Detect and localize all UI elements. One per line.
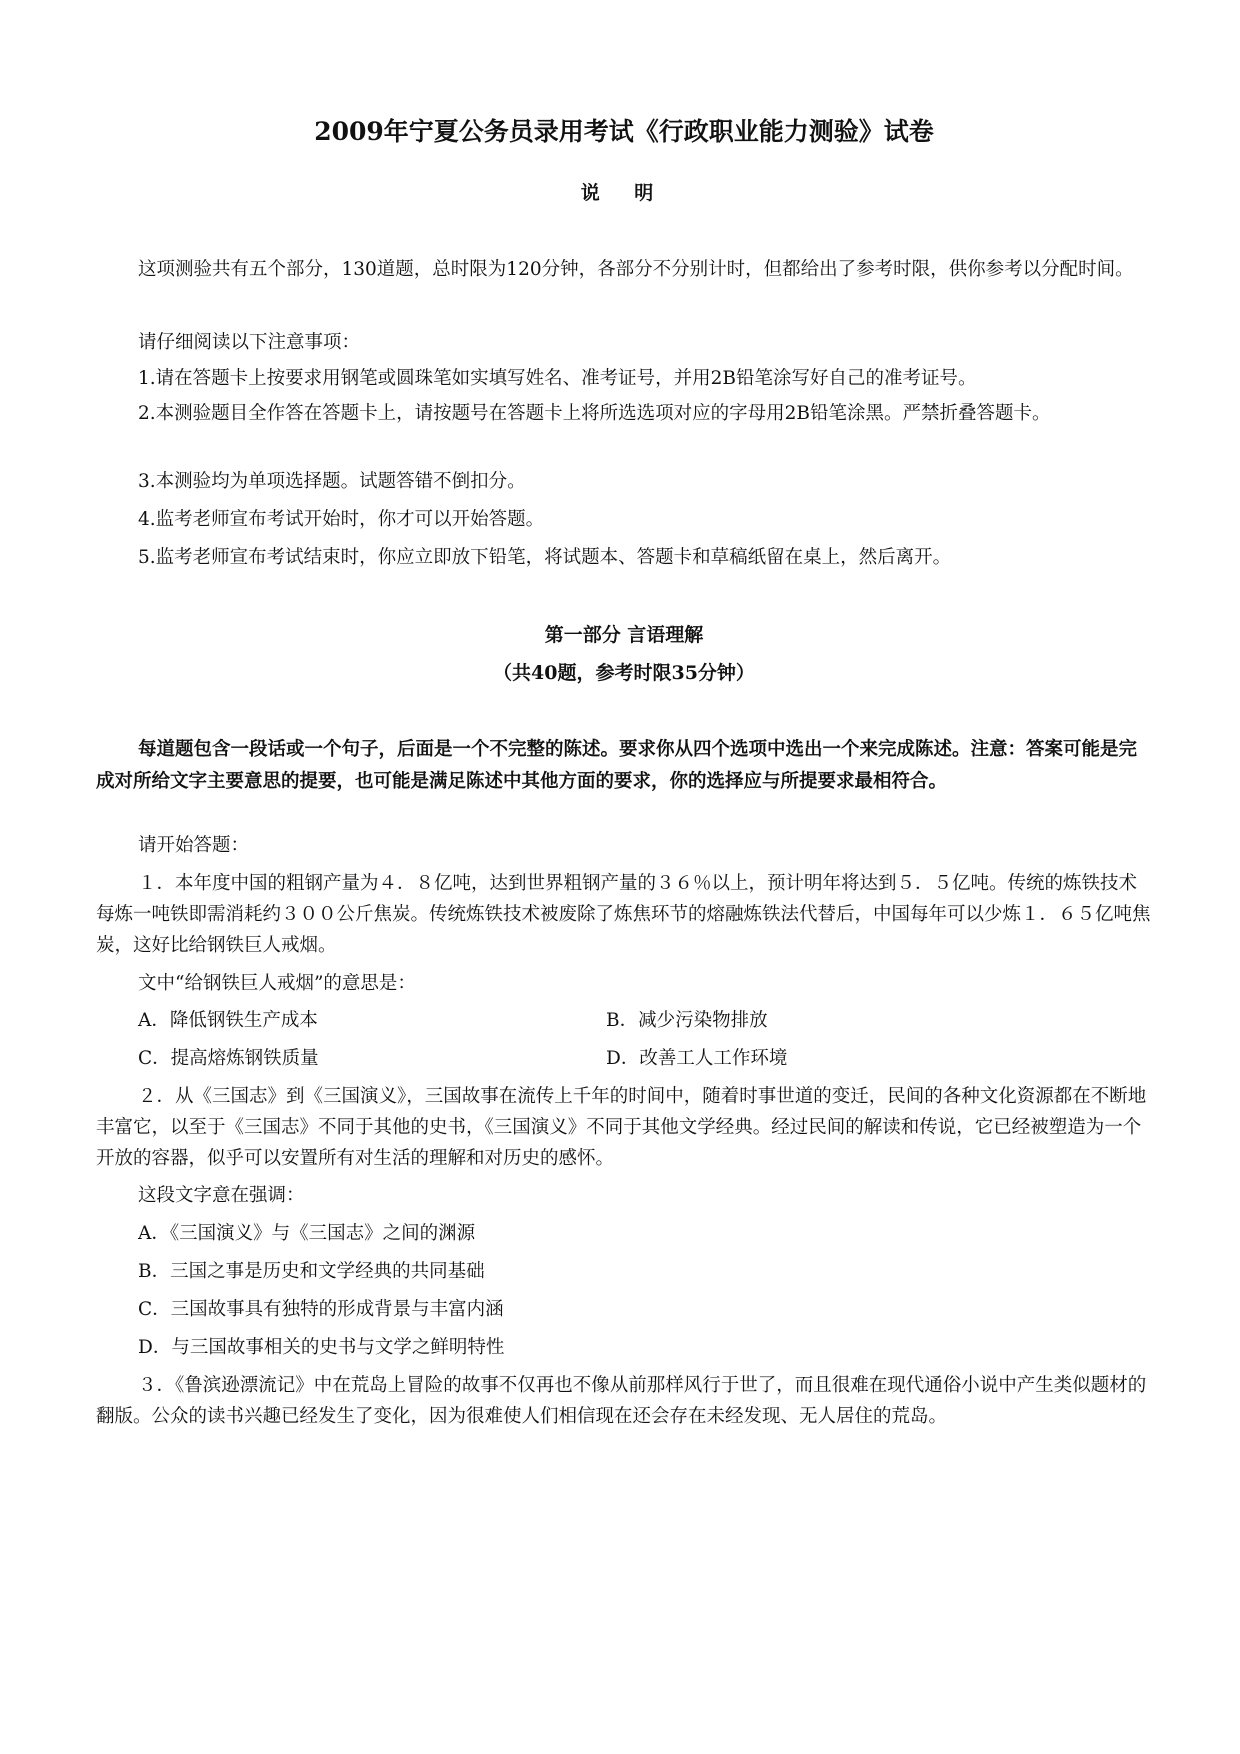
- notice-item: 2.本测验题目全作答在答题卡上，请按题号在答题卡上将所选选项对应的字母用2B铅笔涂黑。严禁折叠答题卡。: [138, 403, 1051, 424]
- question-1-option-a: A．降低钢铁生产成本: [138, 1010, 318, 1031]
- question-2-option-a: A．《三国演义》与《三国志》之间的渊源: [138, 1223, 476, 1244]
- notice-item: 4.监考老师宣布考试开始时，你才可以开始答题。: [138, 509, 545, 530]
- question-2-option-d: D．与三国故事相关的史书与文学之鲜明特性: [138, 1337, 505, 1358]
- document-title: 2009年宁夏公务员录用考试《行政职业能力测验》试卷: [314, 117, 934, 146]
- start-text: 请开始答题：: [138, 835, 250, 856]
- question-2-text: ２．从《三国志》到《三国演义》，三国故事在流传上千年的时间中，随着时事世道的变迁，民间的各种文化资源都在不断地丰富它，以至于《三国志》不同于其他的史书，《三国演义》不同于其他文学经典。经过民间的解读和传说，它已经被塑造为一个开放的容器，似乎可以安置所有对生活的理解和对历史的感怀。: [96, 1086, 1147, 1169]
- question-3-text: ３．《鲁滨逊漂流记》中在荒岛上冒险的故事不仅再也不像从前那样风行于世了，而且很难在现代通俗小说中产生类似题材的翻版。公众的读书兴趣已经发生了变化，因为很难使人们相信现在还会存在未经发现、无人居住的荒岛。: [96, 1375, 1147, 1427]
- question-2-stem: 这段文字意在强调：: [138, 1185, 305, 1206]
- intro-paragraph: 这项测验共有五个部分，130道题，总时限为120分钟，各部分不分别计时，但都给出了参考时限，供你参考以分配时间。: [138, 259, 1134, 280]
- question-1-option-d: D．改善工人工作环境: [606, 1048, 788, 1069]
- notice-heading: 请仔细阅读以下注意事项：: [138, 332, 361, 353]
- part1-subtitle: （共40题，参考时限35分钟）: [493, 662, 755, 684]
- notice-item: 5.监考老师宣布考试结束时，你应立即放下铅笔，将试题本、答题卡和草稿纸留在桌上，然后离开。: [138, 547, 952, 568]
- question-1-text: １．本年度中国的粗钢产量为４．８亿吨，达到世界粗钢产量的３６％以上，预计明年将达到５．５亿吨。传统的炼铁技术每炼一吨铁即需消耗约３００公斤焦炭。传统炼铁技术被废除了炼焦环节的熔融炼铁法代替后，中国每年可以少炼１．６５亿吨焦炭，这好比给钢铁巨人戒烟。: [96, 873, 1151, 956]
- question-1-option-c: C．提高熔炼钢铁质量: [138, 1048, 319, 1069]
- notice-item: 3.本测验均为单项选择题。试题答错不倒扣分。: [138, 471, 526, 492]
- question-1-option-b: B．减少污染物排放: [606, 1010, 768, 1031]
- question-2-option-c: C．三国故事具有独特的形成背景与丰富内涵: [138, 1299, 504, 1320]
- part1-title: 第一部分 言语理解: [544, 624, 704, 646]
- question-2-option-b: B．三国之事是历史和文学经典的共同基础: [138, 1261, 485, 1282]
- question-1-stem: 文中“给钢铁巨人戒烟”的意思是：: [138, 973, 416, 994]
- notice-item: 1.请在答题卡上按要求用钢笔或圆珠笔如实填写姓名、准考证号，并用2B铅笔涂写好自己的准考证号。: [138, 368, 977, 389]
- instructions-heading: 说 明: [580, 182, 668, 204]
- part1-directions: 每道题包含一段话或一个句子，后面是一个不完整的陈述。要求你从四个选项中选出一个来完成陈述。注意：答案可能是完成对所给文字主要意思的提要，也可能是满足陈述中其他方面的要求，你的选择应与所提要求最相符合。: [96, 739, 1138, 792]
